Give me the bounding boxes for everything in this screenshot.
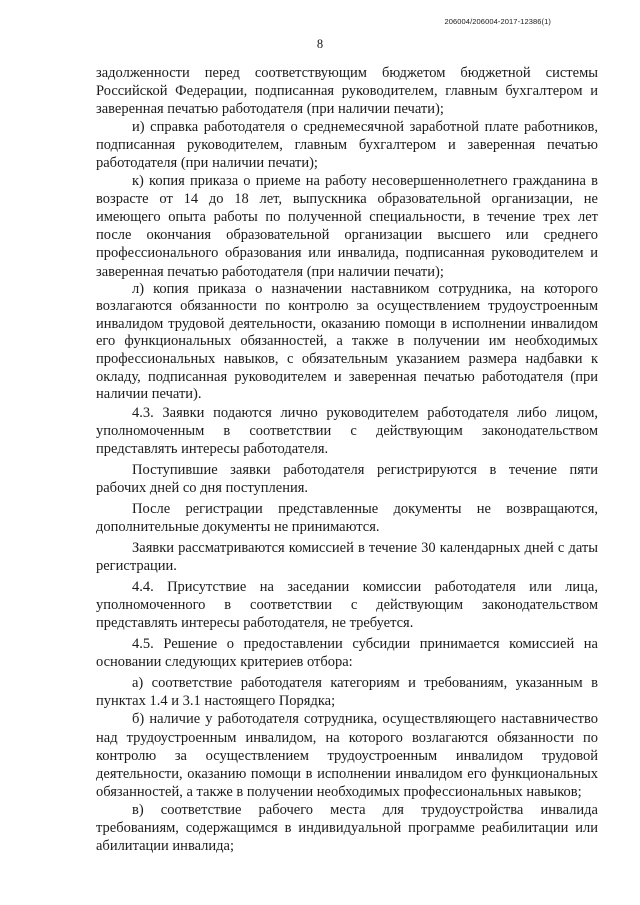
criterion-v: в) соответствие рабочего места для трудоустройства инвалида требованиям, содержащимся в индивидуальной программе реабилитации или абилитации инвалида; bbox=[96, 801, 598, 854]
criterion-b: б) наличие у работодателя сотрудника, осуществляющего наставничество над трудоустроенным инвалидом, на которого возлагаются обязанности по контролю за осуществлением трудоустроенным инвалидом трудовой деятельности, оказанию помощи в исполнении инвалидом его функциональных обязанностей, а также в получении необходимых профессиональных навыков; bbox=[96, 711, 598, 800]
paragraph-registration: Поступившие заявки работодателя регистрируются в течение пяти рабочих дней со дня поступления. bbox=[96, 461, 598, 496]
paragraph-4-5: 4.5. Решение о предоставлении субсидии принимается комиссией на основании следующих критериев отбора: bbox=[96, 636, 598, 671]
paragraph-4-3: 4.3. Заявки подаются лично руководителем работодателя либо лицом, уполномоченным в соответствии с действующим законодательством представлять интересы работодателя. bbox=[96, 404, 598, 457]
list-item-i: и) справка работодателя о среднемесячной заработной плате работников, подписанная руководителем, главным бухгалтером и заверенная печатью работодателя (при наличии печати); bbox=[96, 119, 598, 172]
paragraph-4-4: 4.4. Присутствие на заседании комиссии работодателя или лица, уполномоченного в соответствии с действующим законодательством представлять интересы работодателя, не требуется. bbox=[96, 579, 598, 632]
paragraph-documents-not-returned: После регистрации представленные документы не возвращаются, дополнительные документы не принимаются. bbox=[96, 500, 598, 535]
paragraph-continuation: задолженности перед соответствующим бюджетом бюджетной системы Российской Федерации, подписанная руководителем, главным бухгалтером и заверенная печатью работодателя (при наличии печати); bbox=[96, 65, 598, 118]
criterion-a: а) соответствие работодателя категориям и требованиям, указанным в пунктах 1.4 и 3.1 настоящего Порядка; bbox=[96, 675, 598, 710]
document-body bbox=[96, 64, 598, 855]
list-item-k: к) копия приказа о приеме на работу несовершеннолетнего гражданина в возрасте от 14 до 18 лет, выпускника образовательной организации, не имеющего опыта работы по полученной специальности, в течение трех лет после окончания образовательной организации высшего или среднего профессионального образования или инвалида, подписанная руководителем и заверенная печатью работодателя (при наличии печати); bbox=[96, 173, 598, 280]
page-number: 8 bbox=[316, 37, 324, 51]
list-item-l: л) копия приказа о назначении наставником сотрудника, на которого возлагаются обязанности по контролю за осуществлением трудоустроенным инвалидом трудовой деятельности, оказанию помощи в исполнении инвалидом его функциональных обязанностей, а также в получении им необходимых профессиональных навыков, с обязательным указанием размера надбавки к окладу, подписанная руководителем и заверенная печатью работодателя (при наличии печати). bbox=[96, 280, 598, 403]
document-code: 206004/206004-2017-12386(1) bbox=[444, 17, 551, 26]
paragraph-review-period: Заявки рассматриваются комиссией в течение 30 календарных дней с даты регистрации. bbox=[96, 540, 598, 575]
